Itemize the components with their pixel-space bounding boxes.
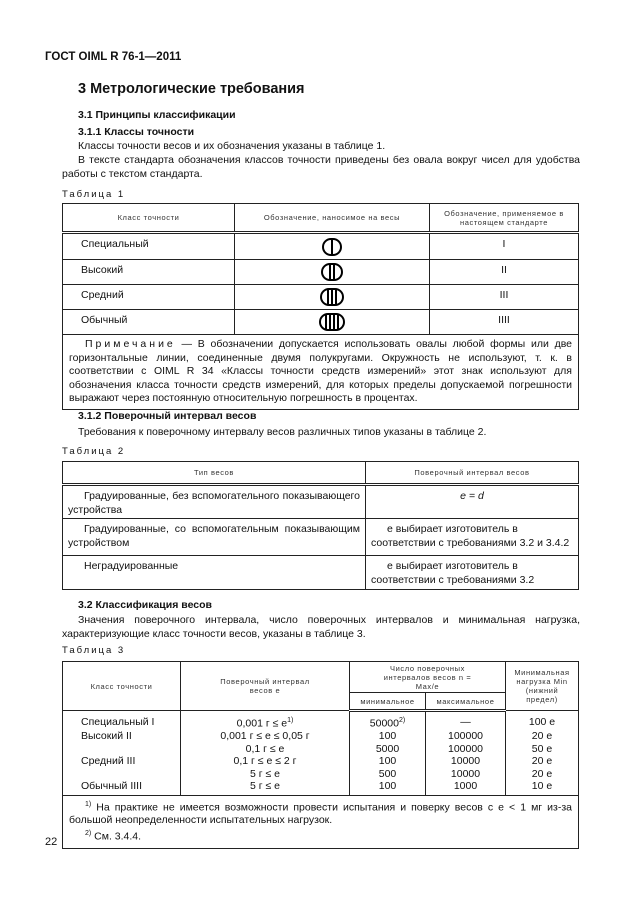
col-header: Класс точности: [63, 662, 181, 711]
accuracy-class: Высокий II: [63, 730, 181, 743]
table-row: [63, 260, 579, 285]
table-row: [63, 755, 579, 768]
min-intervals: 500: [350, 768, 426, 781]
verification-interval: 0,1 г ≤ e ≤ 2 г: [181, 755, 350, 768]
table3-caption: Таблица 3: [62, 645, 126, 656]
col-header: Обозначение, наносимое на весы: [235, 204, 430, 233]
footnote-1: На практике не имеется возможности провести испытания и поверку весов с e < 1 мг из-за большой неопределенности испытательных нагрузок.: [69, 801, 572, 826]
table-row: [63, 730, 579, 743]
table-row: [63, 768, 579, 781]
table-3: [62, 661, 579, 849]
accuracy-class: Обычный: [63, 310, 235, 335]
max-intervals: 100000: [426, 730, 506, 743]
verification-interval: e выбирает изготовитель в соответствии с требованиями 3.2 и 3.4.2: [366, 519, 579, 556]
section-title: 3 Метрологические требования: [78, 81, 305, 97]
class-code: III: [430, 285, 579, 310]
accuracy-class: Специальный I: [63, 711, 181, 731]
verification-interval: 5 г ≤ e: [181, 768, 350, 781]
min-load: 20 e: [506, 755, 579, 768]
class-oval-icon: [319, 313, 345, 331]
paragraph: Классы точности весов и их обозначения указаны в таблице 1.: [78, 140, 386, 152]
footnote-2: См. 3.4.4.: [94, 830, 142, 843]
scale-type: Градуированные, без вспомогательного показывающего устройства: [63, 485, 366, 519]
table-row: [63, 485, 579, 519]
min-load: 10 e: [506, 780, 579, 795]
table-row: [63, 519, 579, 556]
subsection-3-1: 3.1 Принципы классификации: [78, 109, 236, 121]
accuracy-class: Обычный IIII: [63, 780, 181, 795]
accuracy-class: Средний: [63, 285, 235, 310]
class-code: II: [430, 260, 579, 285]
col-header: Число поверочных интервалов весов n = Max/e: [350, 662, 506, 693]
table-row: [63, 285, 579, 310]
max-intervals: 10000: [426, 768, 506, 781]
scale-type: Неградуированные: [63, 556, 366, 590]
scale-type: Градуированные, со вспомогательным показывающим устройством: [63, 519, 366, 556]
max-intervals: 10000: [426, 755, 506, 768]
table-row: [63, 743, 579, 756]
accuracy-class: [63, 768, 181, 781]
class-mark: [235, 285, 430, 310]
table-1: [62, 203, 579, 410]
paragraph: Требования к поверочному интервалу весов различных типов указаны в таблице 2.: [78, 426, 487, 438]
min-intervals: 100: [350, 755, 426, 768]
max-intervals: 100000: [426, 743, 506, 756]
class-code: IIII: [430, 310, 579, 335]
table-row: [63, 233, 579, 260]
class-mark: [235, 233, 430, 260]
class-mark: [235, 310, 430, 335]
subsection-3-2: 3.2 Классификация весов: [78, 599, 212, 611]
col-subheader: минимальное: [350, 693, 426, 711]
accuracy-class: Средний III: [63, 755, 181, 768]
min-intervals: 50000$^{2)}$: [350, 711, 426, 731]
table-row: [63, 310, 579, 335]
table1-caption: Таблица 1: [62, 189, 126, 200]
verification-interval: 0,001 г ≤ e ≤ 0,05 г: [181, 730, 350, 743]
subsection-3-1-1: 3.1.1 Классы точности: [78, 126, 195, 138]
table-row: [63, 556, 579, 590]
max-intervals: 1000: [426, 780, 506, 795]
col-header: Класс точности: [63, 204, 235, 233]
col-header: Тип весов: [63, 462, 366, 485]
min-intervals: 100: [350, 780, 426, 795]
paragraph: В тексте стандарта обозначения классов точности приведены без овала вокруг чисел для удобства работы с текстом стандарта.: [62, 154, 580, 180]
col-header: Обозначение, применяемое в настоящем стандарте: [430, 204, 579, 233]
col-header: Поверочный интервал весов: [366, 462, 579, 485]
table-row: [63, 780, 579, 795]
page-number: 22: [45, 836, 58, 848]
document-header: ГОСТ OIML R 76-1—2011: [45, 51, 182, 63]
min-load: 100 e: [506, 711, 579, 731]
subsection-3-1-2: 3.1.2 Поверочный интервал весов: [78, 410, 257, 422]
class-oval-icon: [321, 263, 343, 281]
paragraph: Значения поверочного интервала, число поверочных интервалов и минимальная нагрузка, характеризующие класс точности весов, указаны в таблице 3.: [62, 614, 580, 640]
table-2: [62, 461, 579, 590]
verification-interval: e = d: [366, 485, 579, 519]
min-intervals: 100: [350, 730, 426, 743]
min-load: 50 e: [506, 743, 579, 756]
col-subheader: максимальное: [426, 693, 506, 711]
accuracy-class: Высокий: [63, 260, 235, 285]
col-header: Поверочный интервал весов e: [181, 662, 350, 711]
max-intervals: —: [426, 711, 506, 731]
min-intervals: 5000: [350, 743, 426, 756]
min-load: 20 e: [506, 768, 579, 781]
verification-interval: 0,1 г ≤ e: [181, 743, 350, 756]
table3-footnotes: $^{1)}$ На практике не имеется возможности провести испытания и поверку весов с e < 1 мг из-за большой неопределенности испытательных нагрузок. $^{2)}$ См. 3.4.4.: [63, 795, 579, 848]
class-mark: [235, 260, 430, 285]
accuracy-class: [63, 743, 181, 756]
class-code: I: [430, 233, 579, 260]
table2-caption: Таблица 2: [62, 446, 126, 457]
col-header: Минимальная нагрузка Min (нижний предел): [506, 662, 579, 711]
table1-note: Примечание — В обозначении допускается использовать овалы любой формы или две горизонтальные линии, соединенные двумя полукругами. Окружность не используют, т. к. в соответствии с OIML R 34 «Классы точности средств измерений» этот знак используют для обозначения класса точности средств измерений, для которых пределы допускаемой погрешности выражают через постоянную относительную погрешность в процентах.: [63, 335, 579, 410]
table-row: [63, 711, 579, 731]
verification-interval: 0,001 $г \le e^{1)}$: [181, 711, 350, 731]
verification-interval: e выбирает изготовитель в соответствии с требованиями 3.2: [366, 556, 579, 590]
class-oval-icon: [322, 238, 342, 256]
accuracy-class: Специальный: [63, 233, 235, 260]
class-oval-icon: [320, 288, 344, 306]
verification-interval: 5 г ≤ e: [181, 780, 350, 795]
min-load: 20 e: [506, 730, 579, 743]
